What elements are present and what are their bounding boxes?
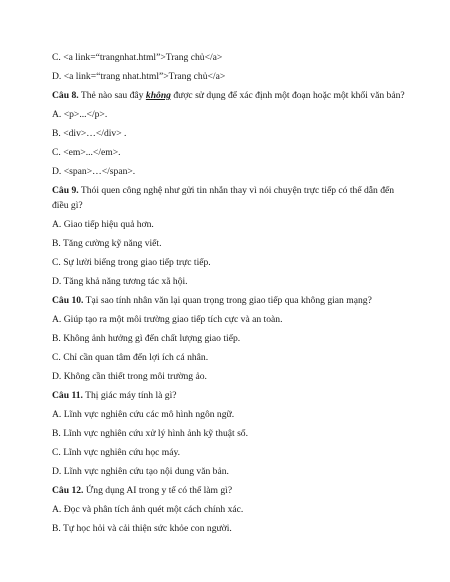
question-10-option-c: C. Chỉ cần quan tâm đến lợi ích cá nhân. xyxy=(52,352,209,364)
question-12-text: Ứng dụng AI trong y tế có thể làm gì? xyxy=(83,485,233,497)
question-9-option-a: A. Giao tiếp hiệu quả hơn. xyxy=(52,219,154,231)
question-10 xyxy=(52,293,412,309)
question-12-option-a: A. Đọc và phân tích ảnh quét một cách chính xác. xyxy=(52,504,244,516)
question-9-option-d: D. Tăng khả năng tương tác xã hội. xyxy=(52,276,188,288)
answer-option-c-q7: C. <a link=“trangnhat.html”>Trang chủ</a> xyxy=(52,52,223,63)
question-9-number: Câu 9. xyxy=(52,184,79,196)
question-8-text-before: Thẻ nào sau đây xyxy=(78,89,146,101)
question-12-option-b: B. Tự học hỏi và cải thiện sức khỏe con người. xyxy=(52,523,232,535)
question-11-option-c: C. Lĩnh vực nghiên cứu học máy. xyxy=(52,447,181,459)
question-8-option-c: C. <em>...</em>. xyxy=(52,146,121,158)
question-8-text-after: được sử dụng để xác định một đoạn hoặc một khối văn bản? xyxy=(170,89,405,101)
question-10-text: Tại sao tính nhân văn lại quan trọng trong giao tiếp qua không gian mạng? xyxy=(83,295,372,307)
question-12 xyxy=(52,483,412,499)
question-10-option-a: A. Giúp tạo ra một môi trường giao tiếp tích cực và an toàn. xyxy=(52,314,283,326)
question-9-option-b: B. Tăng cường kỹ năng viết. xyxy=(52,238,162,250)
question-10-option-b: B. Không ảnh hưởng gì đến chất lượng giao tiếp. xyxy=(52,333,241,345)
question-11 xyxy=(52,388,412,404)
answer-option-d-q7: D. <a link=“trang nhat.html”>Trang chủ</a> xyxy=(52,70,226,82)
question-8-number: Câu 8. xyxy=(52,89,79,101)
question-10-number: Câu 10. xyxy=(52,295,84,307)
question-8-option-a: A. <p>...</p>. xyxy=(52,108,108,120)
question-9-text: Thói quen công nghệ như gửi tin nhắn thay vì nói chuyện trực tiếp có thể dẫn đến điều gì? xyxy=(52,184,395,212)
question-11-option-a: A. Lĩnh vực nghiên cứu các mô hình ngôn ngữ. xyxy=(52,409,235,421)
question-9-option-c: C. Sự lười biếng trong giao tiếp trực tiếp. xyxy=(52,257,211,269)
document-content xyxy=(52,50,412,540)
question-12-number: Câu 12. xyxy=(52,485,84,497)
question-11-number: Câu 11. xyxy=(52,390,83,402)
question-10-option-d: D. Không cần thiết trong môi trường ảo. xyxy=(52,371,207,383)
question-8-option-b: B. <div>…</div> . xyxy=(52,127,127,139)
question-11-option-b: B. Lĩnh vực nghiên cứu xử lý hình ảnh kỹ thuật số. xyxy=(52,428,248,440)
question-11-text: Thị giác máy tính là gì? xyxy=(82,390,177,402)
question-8 xyxy=(52,88,412,104)
question-8-option-d: D. <span>…</span>. xyxy=(52,165,136,177)
question-11-option-d: D. Lĩnh vực nghiên cứu tạo nội dung văn bản. xyxy=(52,466,229,478)
question-9 xyxy=(52,183,412,214)
question-8-emphasis: không xyxy=(145,89,171,101)
